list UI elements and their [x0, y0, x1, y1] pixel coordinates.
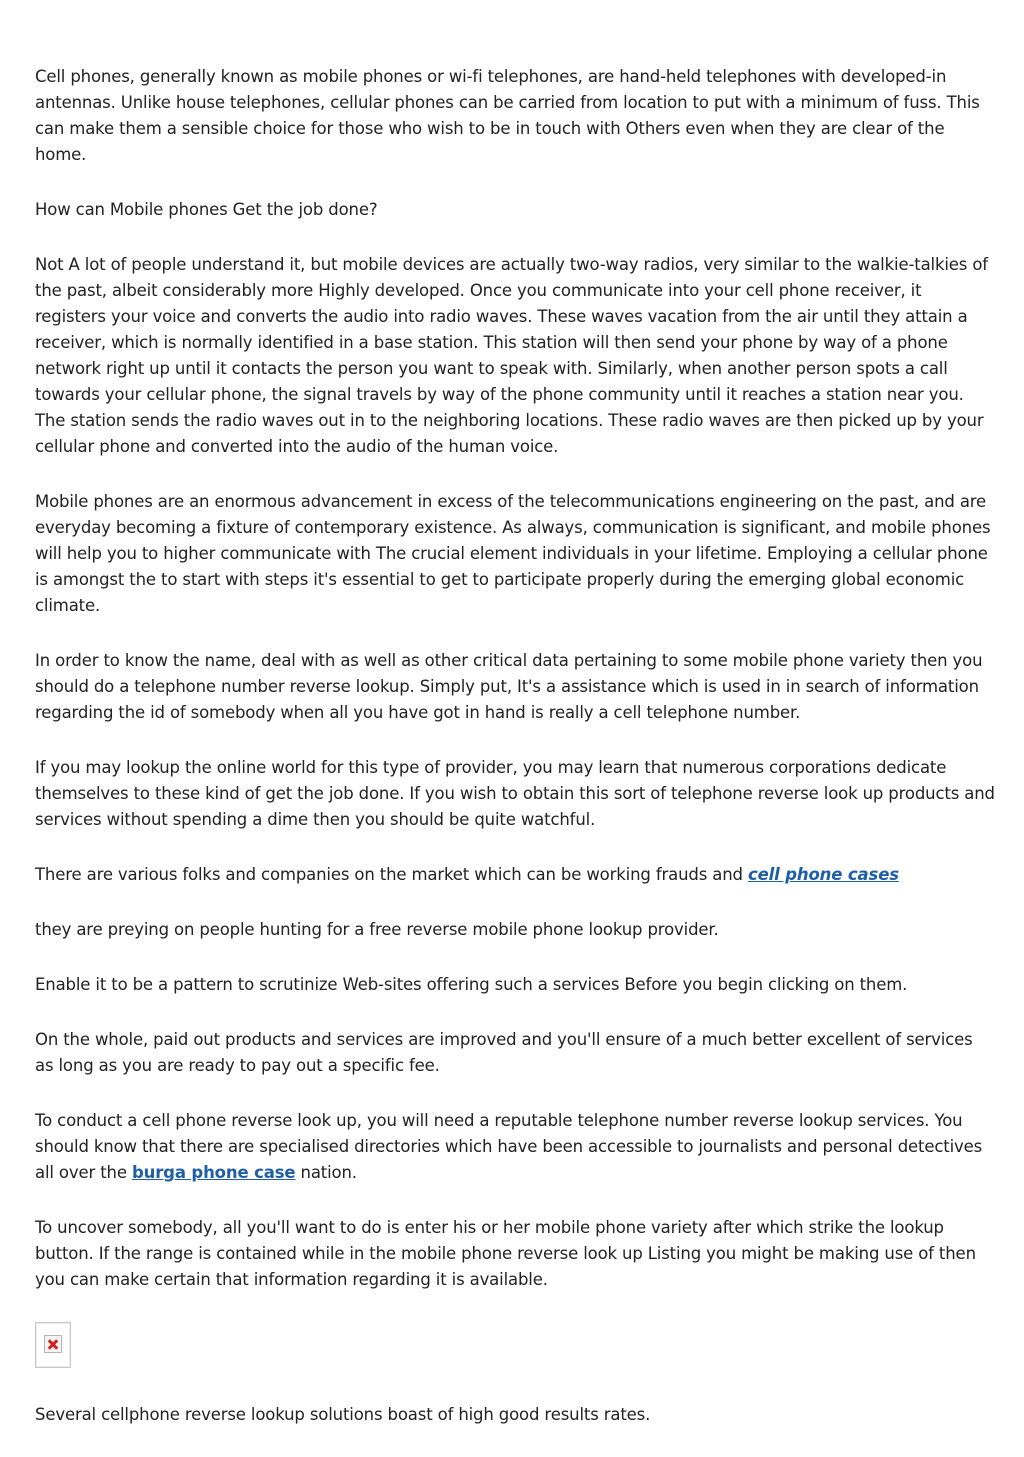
paragraph-success-rates: Several cellphone reverse lookup solutions boast of high good results rates.: [35, 1405, 651, 1424]
broken-image-x-mark: [44, 1335, 62, 1353]
paragraph-how-it-works: Not A lot of people understand it, but mobile devices are actually two-way radios, very similar to the walkie-talkies of the past, albeit considerably more Highly developed. Once you communicate into your cell phone receiver, it registers your voice and converts the audio into radio waves. These waves vacation from the air until they attain a receiver, which is normally identified in a base station. This station will then send your phone by way of a phone network right up until it contacts the person you want to speak with. Similarly, when another person spots a call towards your cellular phone, the signal travels by way of the phone community until it reaches a station near you. The station sends the radio waves out in to the neighboring locations. These radio waves are then picked up by your cellular phone and converted into the audio of the human voice.: [35, 255, 988, 456]
burga-phone-case-link[interactable]: burga phone case: [131, 1163, 296, 1182]
paragraph-preying: they are preying on people hunting for a free reverse mobile phone lookup provider.: [35, 920, 719, 939]
paragraph-frauds-text: There are various folks and companies on the market which can be working frauds and: [35, 865, 748, 884]
paragraph-intro: Cell phones, generally known as mobile phones or wi-fi telephones, are hand-held telephones with developed-in antennas. Unlike house telephones, cellular phones can be carried from location to put with a minimum of fuss. This can make them a sensible choice for those who wish to be in touch with Others even when they are clear of the home.: [35, 67, 980, 164]
paragraph-paid-services: On the whole, paid out products and services are improved and you'll ensure of a much better excellent of services as long as you are ready to pay out a specific fee.: [35, 1030, 973, 1075]
paragraph-conduct-text-after: nation.: [295, 1163, 357, 1182]
paragraph-scrutinize: Enable it to be a pattern to scrutinize Web-sites offering such a services Before you begin clicking on them.: [35, 975, 908, 994]
paragraph-reverse-lookup: In order to know the name, deal with as well as other critical data pertaining to some mobile phone variety then you should do a telephone number reverse lookup. Simply put, It's a assistance which is used in in search of information regarding the id of somebody when all you have got in hand is really a cell telephone number.: [35, 651, 983, 722]
broken-image-icon: [35, 1322, 71, 1368]
paragraph-conduct-lookup: [35, 1108, 995, 1186]
paragraph-advancement: Mobile phones are an enormous advancement in excess of the telecommunications engineering on the past, and are everyday becoming a fixture of contemporary existence. As always, communication is significant, and mobile phones will help you to higher communicate with The crucial element individuals in your lifetime. Employing a cellular phone is amongst the to start with steps it's essential to get to participate properly during the emerging global economic climate.: [35, 492, 991, 615]
article-body: [35, 64, 995, 1457]
paragraph-uncover: To uncover somebody, all you'll want to do is enter his or her mobile phone variety after which strike the lookup button. If the range is contained while in the mobile phone reverse look up Listing you might be making use of then you can make certain that information regarding it is available.: [35, 1218, 976, 1289]
paragraph-providers: If you may lookup the online world for this type of provider, you may learn that numerous corporations dedicate themselves to these kind of get the job done. If you wish to obtain this sort of telephone reverse look up products and services without spending a dime then you should be quite watchful.: [35, 758, 995, 829]
paragraph-frauds: [35, 862, 995, 888]
paragraph-conduct-text-before: To conduct a cell phone reverse look up, you will need a reputable telephone number reverse lookup services. You should know that there are specialised directories which have been accessible to journalists and personal detectives all over the: [35, 1111, 983, 1182]
paragraph-question: How can Mobile phones Get the job done?: [35, 200, 378, 219]
cell-phone-cases-link[interactable]: cell phone cases: [747, 865, 899, 884]
